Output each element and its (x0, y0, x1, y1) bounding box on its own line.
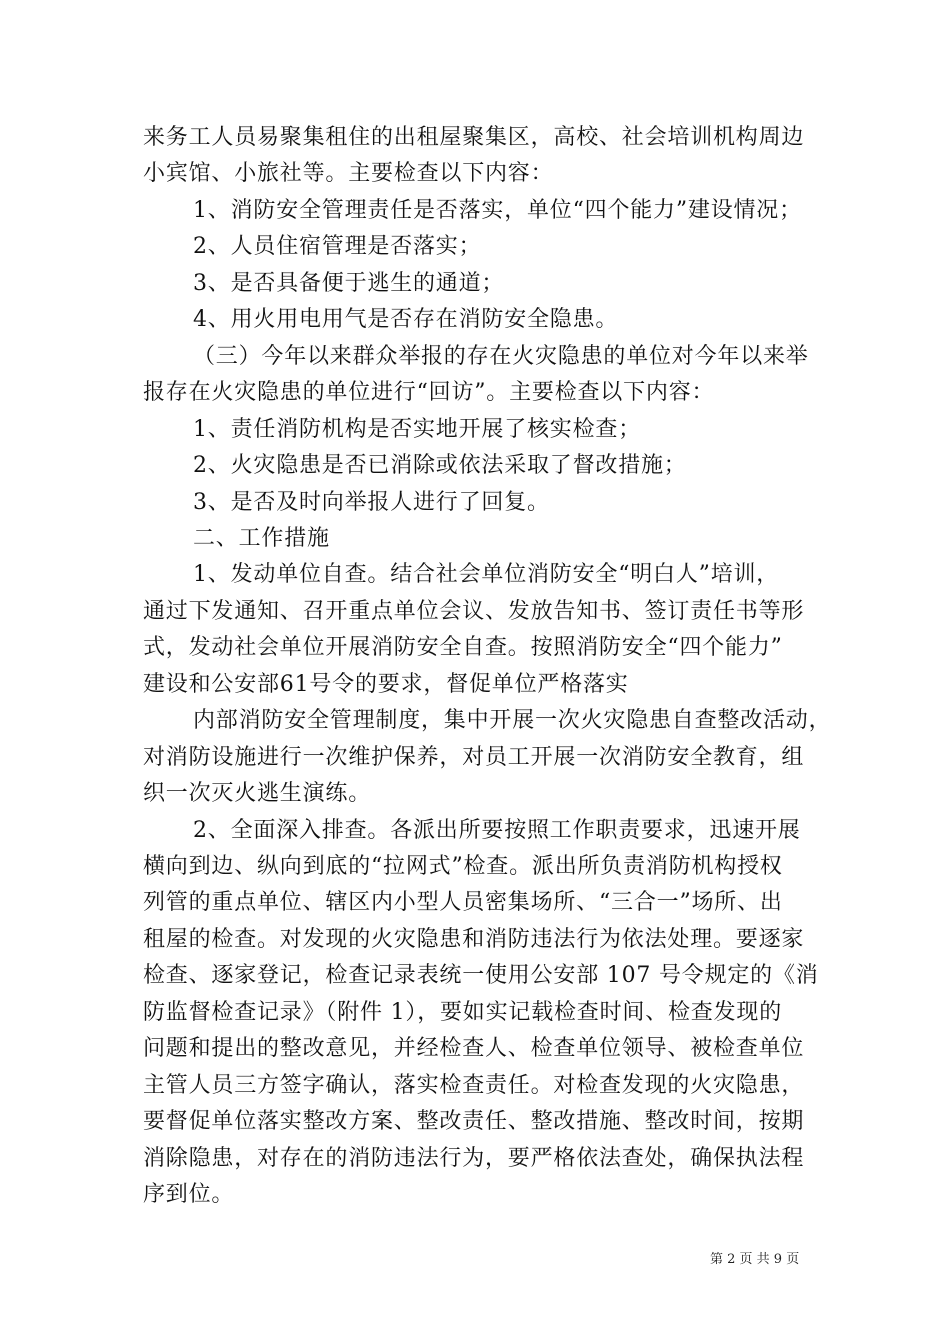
text-line: 序到位。 (143, 1182, 235, 1208)
text-line: 3、是否及时向举报人进行了回复。 (193, 489, 550, 515)
text-line: 式，发动社会单位开展消防安全自查。按照消防安全“四个能力” (143, 635, 783, 661)
text-line: 内部消防安全管理制度，集中开展一次火灾隐患自查整改活动， (193, 708, 832, 734)
text-line: 通过下发通知、召开重点单位会议、发放告知书、签订责任书等形 (143, 598, 805, 624)
text-line: 对消防设施进行一次维护保养，对员工开展一次消防安全教育，组 (143, 744, 805, 770)
text-line: （三）今年以来群众举报的存在火灾隐患的单位对今年以来举 (193, 343, 809, 369)
text-line: 织一次灭火逃生演练。 (143, 781, 372, 807)
text-line: 4、用火用电用气是否存在消防安全隐患。 (193, 307, 619, 333)
text-line: 来务工人员易聚集租住的出租屋聚集区，高校、社会培训机构周边 (143, 125, 805, 150)
text-line: 小宾馆、小旅社等。主要检查以下内容： (143, 161, 554, 187)
text-line: 二、工作措施 (193, 525, 330, 551)
text-line: 消除隐患，对存在的消防违法行为，要严格依法查处，确保执法程 (143, 1145, 805, 1171)
text-line: 3、是否具备便于逃生的通道； (193, 270, 505, 296)
text-line: 建设和公安部61号令的要求，督促单位严格落实 (143, 671, 629, 697)
page-number-footer: 第 2 页 共 9 页 (710, 1252, 800, 1267)
text-line: 2、火灾隐患是否已消除或依法采取了督改措施； (193, 453, 687, 479)
text-line: 列管的重点单位、辖区内小型人员密集场所、“三合一”场所、出 (143, 890, 783, 916)
text-line: 2、全面深入排查。各派出所要按照工作职责要求，迅速开展 (193, 817, 801, 843)
text-line: 要督促单位落实整改方案、整改责任、整改措施、整改时间，按期 (143, 1109, 805, 1135)
text-line: 防监督检查记录》（附件 1），要如实记载检查时间、检查发现的 (143, 999, 782, 1025)
text-line: 横向到边、纵向到底的“拉网式”检查。派出所负责消防机构授权 (143, 854, 783, 879)
text-line: 问题和提出的整改意见，并经检查人、检查单位领导、被检查单位 (143, 1036, 805, 1062)
text-line: 检查、逐家登记，检查记录表统一使用公安部 107 号令规定的《消 (143, 963, 819, 989)
text-line: 租屋的检查。对发现的火灾隐患和消防违法行为依法处理。要逐家 (143, 926, 805, 952)
text-line: 报存在火灾隐患的单位进行“回访”。主要检查以下内容： (143, 380, 715, 406)
text-line: 1、责任消防机构是否实地开展了核实检查； (193, 416, 641, 442)
text-line: 1、消防安全管理责任是否落实，单位“四个能力”建设情况； (193, 197, 802, 223)
text-line: 2、人员住宿管理是否落实； (193, 234, 482, 260)
text-line: 主管人员三方签字确认，落实检查责任。对检查发现的火灾隐患， (143, 1072, 805, 1098)
text-line: 1、发动单位自查。结合社会单位消防安全“明白人”培训， (193, 562, 780, 588)
